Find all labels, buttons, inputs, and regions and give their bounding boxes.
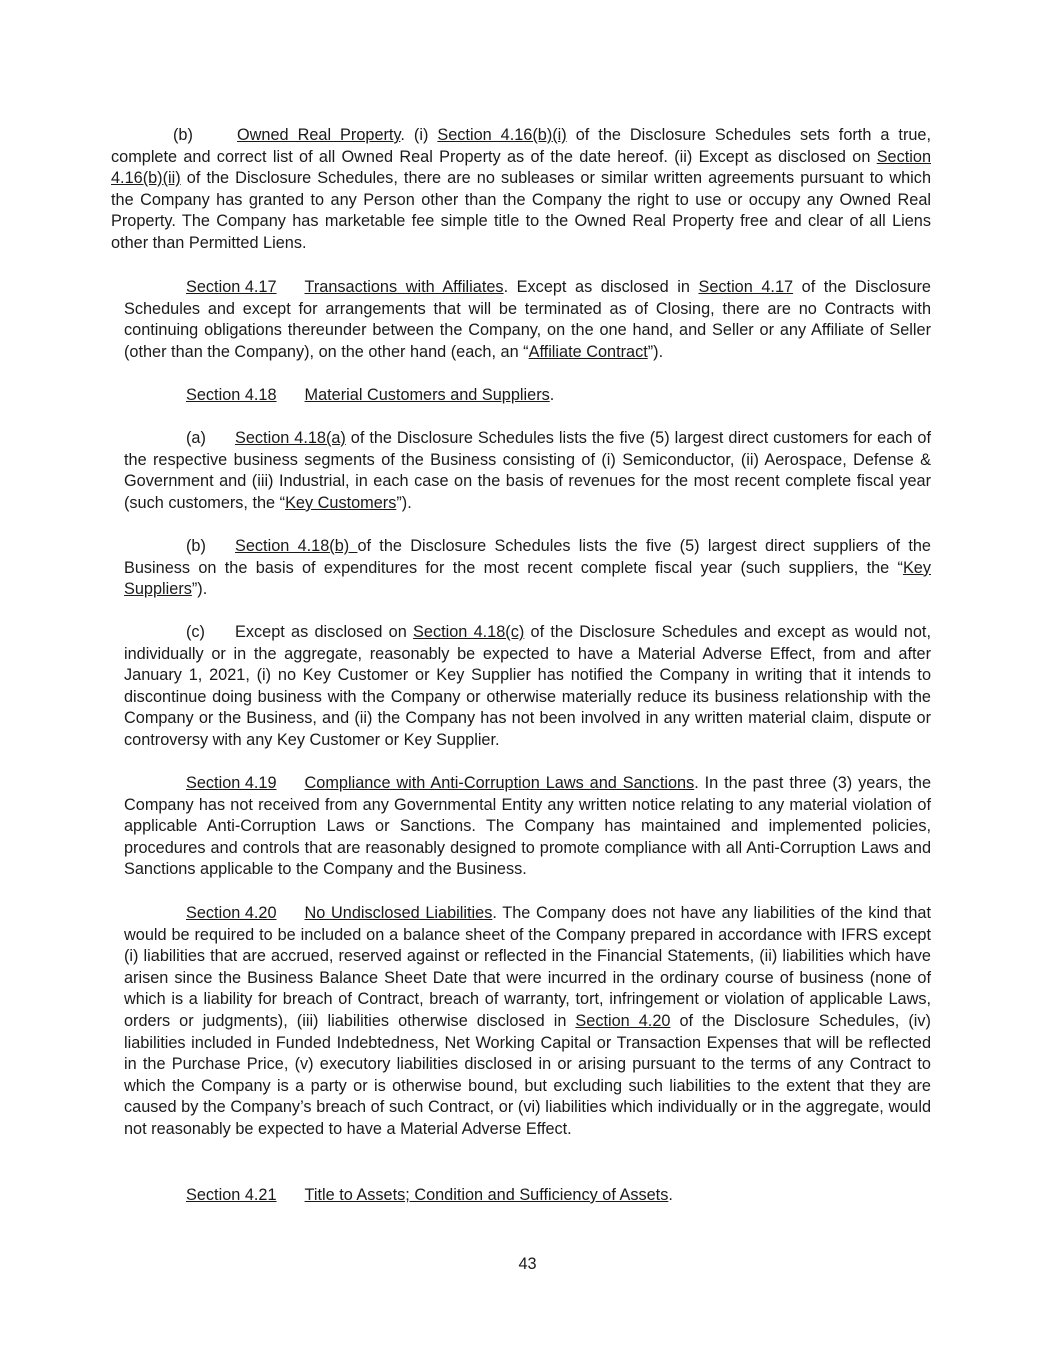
text-run: ”). (191, 580, 208, 599)
text-run: ”). (647, 342, 664, 361)
section-number: Section 4.20 (186, 904, 277, 922)
section-number: Section 4.21 (186, 1186, 277, 1204)
clause-heading: Owned Real Property (237, 126, 401, 144)
section-reference: Section 4.17 (698, 278, 794, 296)
defined-term: Key Suppliers (124, 558, 931, 599)
text-run: of the Disclosure Schedules and except as would not, individually or in the aggregate, reasonably be expected to have a Material Adverse Effect, from and after January 1, 2021, (i) no Key Customer or Key Supplier has notified the Company in writing that it intends to discontinue doing business with the Company or otherwise materially reduce its business relationship with the Company or the Business, and (ii) the Company has not been involved in any written material claim, dispute or controversy with any Key Customer or Key Supplier. (124, 623, 931, 749)
clause-label: (c) (186, 623, 205, 641)
clause-label: (a) (186, 429, 206, 447)
page-number: 43 (518, 1255, 537, 1273)
text-run: of the Disclosure Schedules, (iv) liabilities included in Funded Indebtedness, Net Working Capital or Transaction Expenses that will be reflected in the Purchase Price, (v) executory liabilities disclosed in or arising pursuant to the terms of any Contract to which the Company is a party or is otherwise bound, but excluding such liabilities to the extent that they are caused by the Company’s breach of such Contract, or (vi) liabilities which individually or in the aggregate, would not reasonably be expected to have a Material Adverse Effect. (124, 1011, 931, 1138)
section-number: Section 4.19 (186, 774, 277, 792)
clause-label: (b) (173, 126, 193, 144)
section-reference: Section 4.18(a) (235, 429, 346, 447)
section-4-17 (124, 277, 931, 363)
section-heading: No Undisclosed Liabilities (304, 904, 493, 922)
text-run: ”). (396, 493, 412, 512)
section-heading: Transactions with Affiliates (304, 278, 504, 296)
section-reference: Section 4.18(b) (235, 537, 358, 555)
section-reference: Section 4.16(b)(ii) (111, 147, 931, 188)
text-run: of the Disclosure Schedules, there are no subleases or similar written agreements pursuant to which the Company has granted to any Person other than the Company the right to use or occupy any Owned Real Property. The Company has marketable fee simple title to the Owned Real Property free and clear of all Liens other than Permitted Liens. (111, 169, 931, 252)
section-reference: Section 4.16(b)(i) (437, 126, 567, 144)
text-run: . The Company does not have any liabilities of the kind that would be required to be included on a balance sheet of the Company prepared in accordance with IFRS except (i) liabilities that are accrued, reserved against or reflected in the Financial Statements, (ii) liabilities which have arisen since the Business Balance Sheet Date that were incurred in the ordinary course of business (none of which is a liability for breach of Contract, breach of warranty, tort, infringement or violation of applicable Laws, orders or judgments), (iii) liabilities otherwise disclosed in (124, 904, 931, 1030)
section-number: Section 4.18 (186, 386, 277, 404)
section-4-20 (124, 903, 931, 1141)
section-4-18 (124, 385, 931, 407)
defined-term: Key Customers (285, 493, 397, 512)
clause-4-18-b (124, 536, 931, 601)
section-heading: Title to Assets; Condition and Sufficiency of Assets (304, 1186, 669, 1204)
text-run: . In the past three (3) years, the Company has not received from any Governmental Entity any written notice relating to any material violation of applicable Anti-Corruption Laws or Sanctions. The Company has maintained and implemented policies, procedures and controls that are reasonably designed to promote compliance with all Anti-Corruption Laws and Sanctions applicable to the Company and the Business. (124, 774, 931, 879)
text-run: Except as disclosed on (235, 623, 414, 641)
text-run: of the Disclosure Schedules and except for arrangements that will be terminated as of Closing, there are no Contracts with continuing obligations thereunder between the Company, on the one hand, and Seller or any Affiliate of Seller (other than the Company), on the other hand (each, an “ (124, 278, 931, 361)
clause-4-18-c (124, 622, 931, 752)
text-run: . Except as disclosed in (503, 278, 699, 296)
clause-4-18-a (124, 428, 931, 514)
clause-label: (b) (186, 537, 206, 555)
text-run: . (i) (400, 126, 438, 144)
section-reference: Section 4.20 (575, 1011, 671, 1030)
text-run: . (668, 1186, 673, 1204)
paragraph-owned-real-property (111, 125, 931, 255)
text-run: of the Disclosure Schedules lists the five (5) largest direct customers for each of the respective business segments of the Business consisting of (i) Semiconductor, (ii) Aerospace, Defense & Government and (iii) Industrial, in each case on the basis of revenues for the most recent complete fiscal year (such customers, the “ (124, 429, 932, 512)
section-number: Section 4.17 (186, 278, 277, 296)
section-heading: Material Customers and Suppliers (304, 386, 550, 404)
section-4-19 (124, 773, 931, 881)
text-run: of the Disclosure Schedules lists the five (5) largest direct suppliers of the Business on the basis of expenditures for the most recent complete fiscal year (such suppliers, the “ (124, 537, 931, 577)
section-4-21 (124, 1185, 931, 1207)
section-reference: Section 4.18(c) (413, 623, 525, 641)
text-run: of the Disclosure Schedules sets forth a true, complete and correct list of all Owned Real Property as of the date hereof. (ii) Except as disclosed on (111, 126, 931, 166)
section-heading: Compliance with Anti-Corruption Laws and Sanctions (304, 774, 695, 792)
defined-term: Affiliate Contract (528, 342, 648, 361)
text-run: . (549, 386, 555, 404)
